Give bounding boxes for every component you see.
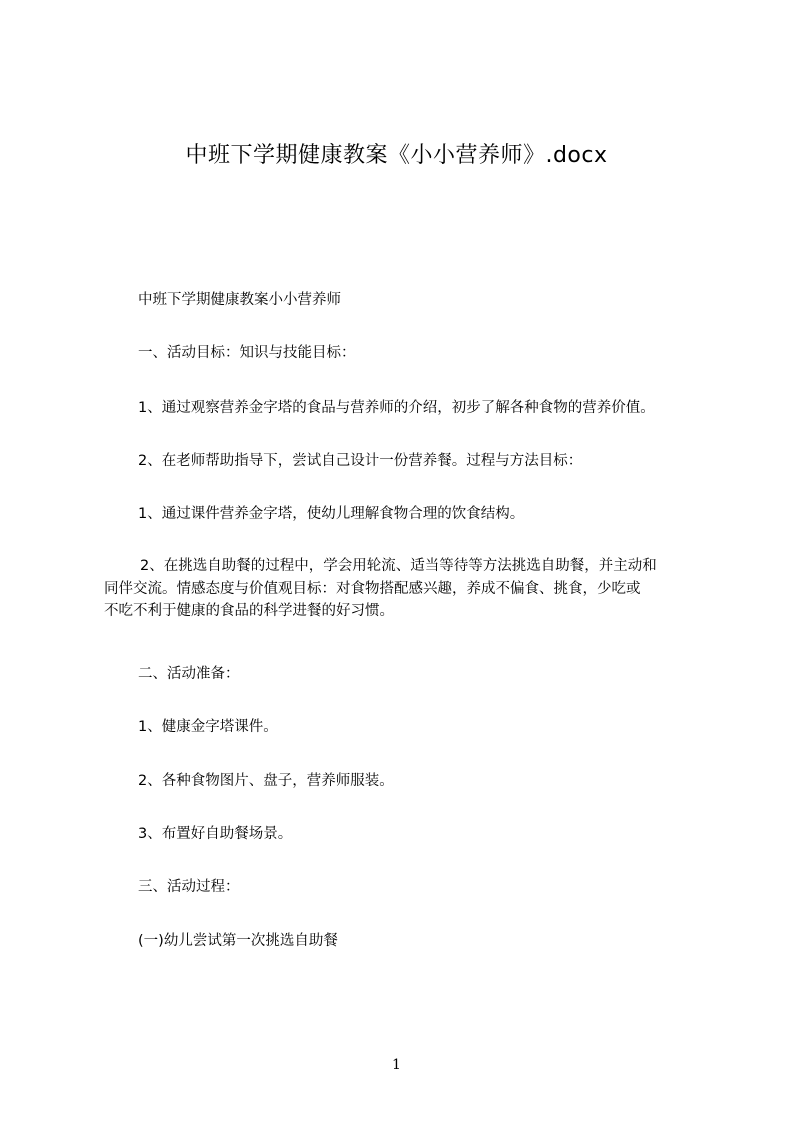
- paragraph-prep-2: 2、各种食物图片、盘子，营养师服装。: [138, 773, 394, 789]
- document-subtitle: 中班下学期健康教案小小营养师: [138, 292, 341, 308]
- paragraph-method-2-line-2: 同伴交流。情感态度与价值观目标：对食物搭配感兴趣，养成不偏食、挑食，少吃或: [104, 580, 641, 597]
- paragraph-step-1: (一)幼儿尝试第一次挑选自助餐: [138, 933, 338, 949]
- page-number: 1: [392, 1057, 401, 1073]
- paragraph-method-2: [104, 555, 714, 623]
- section-heading-process: 三、活动过程：: [138, 879, 240, 895]
- paragraph-method-2-line-3: 不吃不利于健康的食品的科学进餐的好习惯。: [104, 603, 394, 619]
- paragraph-goal-1: 1、通过观察营养金字塔的食品与营养师的介绍，初步了解各种食物的营养价值。: [138, 400, 655, 416]
- paragraph-prep-1: 1、健康金字塔课件。: [138, 719, 278, 735]
- paragraph-prep-3: 3、布置好自助餐场景。: [138, 826, 293, 842]
- paragraph-method-2-line-1: 2、在挑选自助餐的过程中，学会用轮流、适当等待等方法挑选自助餐，并主动和: [140, 558, 657, 574]
- document-title: 中班下学期健康教案《小小营养师》.docx: [185, 143, 608, 168]
- section-heading-preparation: 二、活动准备：: [138, 666, 240, 682]
- paragraph-method-1: 1、通过课件营养金字塔，使幼儿理解食物合理的饮食结构。: [138, 506, 525, 522]
- paragraph-goal-2: 2、在老师帮助指导下，尝试自己设计一份营养餐。过程与方法目标：: [138, 453, 583, 469]
- section-heading-goals: 一、活动目标：知识与技能目标：: [138, 345, 356, 361]
